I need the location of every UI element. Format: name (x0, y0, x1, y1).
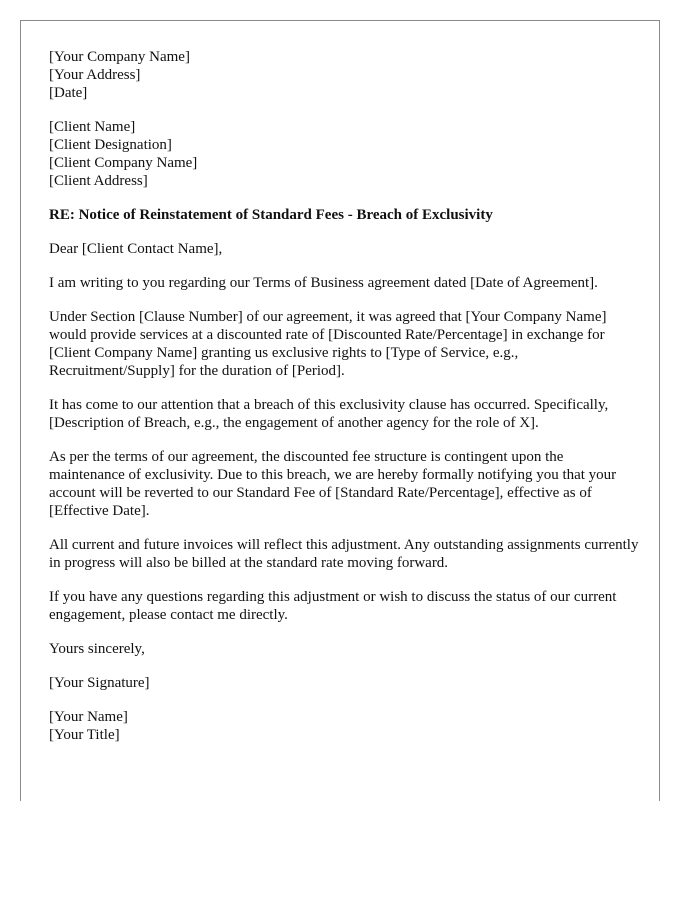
signer-block (49, 708, 639, 744)
body-paragraph-4: As per the terms of our agreement, the discounted fee structure is contingent upon the maintenance of exclusivity. Due to this breach, we are hereby formally notifying you that your account will be reverted to our Standard Fee of [Standard Rate/Percentage], effective as of [Effective Date]. (49, 449, 617, 519)
signer-title: [Your Title] (49, 727, 120, 743)
body-paragraph-1: I am writing to you regarding our Terms of Business agreement dated [Date of Agreement]. (49, 275, 598, 291)
recipient-designation: [Client Designation] (49, 137, 172, 153)
signer-name: [Your Name] (49, 709, 128, 725)
body-paragraph-2: Under Section [Clause Number] of our agreement, it was agreed that [Your Company Name] would provide services at a discounted rate of [Discounted Rate/Percentage] in exchange for [Client Company Name] granting us exclusive rights to [Type of Service, e.g., Recruitment/Supply] for the duration of [Period]. (49, 309, 607, 379)
signature: [Your Signature] (49, 675, 150, 691)
body-paragraph-5: All current and future invoices will reflect this adjustment. Any outstanding assignments currently in progress will also be billed at the standard rate moving forward. (49, 537, 639, 571)
subject-line: RE: Notice of Reinstatement of Standard Fees - Breach of Exclusivity (49, 207, 493, 223)
letter-date: [Date] (49, 85, 88, 101)
recipient-block (49, 118, 639, 190)
sender-company-name: [Your Company Name] (49, 49, 190, 65)
body-paragraph-3: It has come to our attention that a breach of this exclusivity clause has occurred. Specifically, [Description of Breach, e.g., the engagement of another agency for the role of X]. (49, 397, 609, 431)
recipient-address: [Client Address] (49, 173, 148, 189)
letter-body (49, 48, 639, 744)
salutation: Dear [Client Contact Name], (49, 241, 223, 257)
recipient-company-name: [Client Company Name] (49, 155, 198, 171)
recipient-name: [Client Name] (49, 119, 136, 135)
sender-block (49, 48, 639, 102)
sender-address: [Your Address] (49, 67, 141, 83)
closing: Yours sincerely, (49, 641, 145, 657)
body-paragraph-6: If you have any questions regarding this adjustment or wish to discuss the status of our current engagement, please contact me directly. (49, 589, 617, 623)
